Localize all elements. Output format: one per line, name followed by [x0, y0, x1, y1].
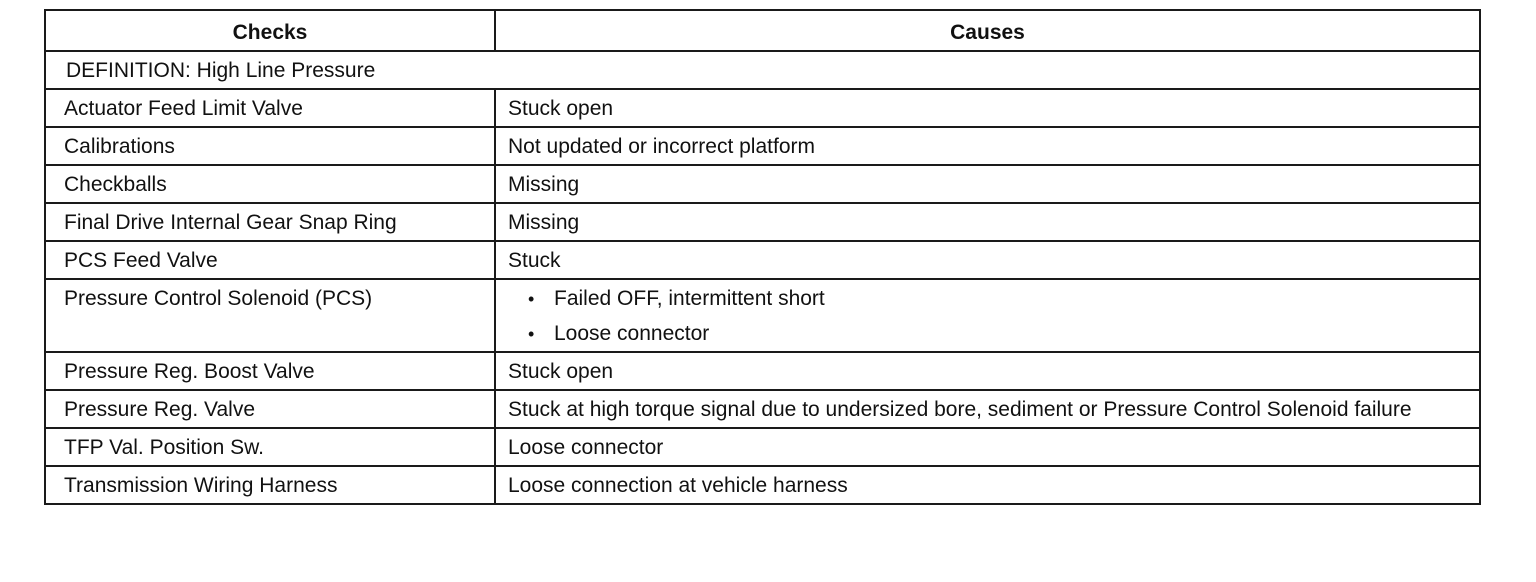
check-cell: Final Drive Internal Gear Snap Ring — [45, 203, 495, 241]
cause-cell: Stuck open — [495, 352, 1480, 390]
cause-cell — [495, 279, 1480, 352]
causes-column-header: Causes — [495, 10, 1480, 51]
cause-cell: Stuck — [495, 241, 1480, 279]
check-cell: PCS Feed Valve — [45, 241, 495, 279]
cause-cell: Missing — [495, 203, 1480, 241]
table-row — [45, 466, 1480, 504]
cause-cell: Loose connection at vehicle harness — [495, 466, 1480, 504]
cause-cell: Stuck open — [495, 89, 1480, 127]
check-cell: Transmission Wiring Harness — [45, 466, 495, 504]
table-row — [45, 279, 1480, 352]
cause-cell: Not updated or incorrect platform — [495, 127, 1480, 165]
check-cell: Calibrations — [45, 127, 495, 165]
cause-bullet-list — [508, 286, 1467, 347]
check-cell: Actuator Feed Limit Valve — [45, 89, 495, 127]
header-row — [45, 10, 1480, 51]
cause-cell: Stuck at high torque signal due to undersized bore, sediment or Pressure Control Solenoid failure — [495, 390, 1480, 428]
check-cell: Checkballs — [45, 165, 495, 203]
definition-row — [45, 51, 1480, 89]
table-row — [45, 352, 1480, 390]
table-row — [45, 89, 1480, 127]
cause-bullet-item: • Loose connector — [526, 321, 1467, 347]
table-row — [45, 241, 1480, 279]
cause-cell: Loose connector — [495, 428, 1480, 466]
check-cell: Pressure Reg. Valve — [45, 390, 495, 428]
cause-bullet-item: • Failed OFF, intermittent short — [526, 286, 1467, 312]
check-cell: Pressure Control Solenoid (PCS) — [45, 279, 495, 352]
table-row — [45, 203, 1480, 241]
check-cell: Pressure Reg. Boost Valve — [45, 352, 495, 390]
table-row — [45, 390, 1480, 428]
checks-column-header: Checks — [45, 10, 495, 51]
table-row — [45, 165, 1480, 203]
definition-cell: DEFINITION: High Line Pressure — [45, 51, 1480, 89]
check-cell: TFP Val. Position Sw. — [45, 428, 495, 466]
table-row — [45, 127, 1480, 165]
table-row — [45, 428, 1480, 466]
diagnostic-table — [44, 9, 1481, 505]
cause-cell: Missing — [495, 165, 1480, 203]
